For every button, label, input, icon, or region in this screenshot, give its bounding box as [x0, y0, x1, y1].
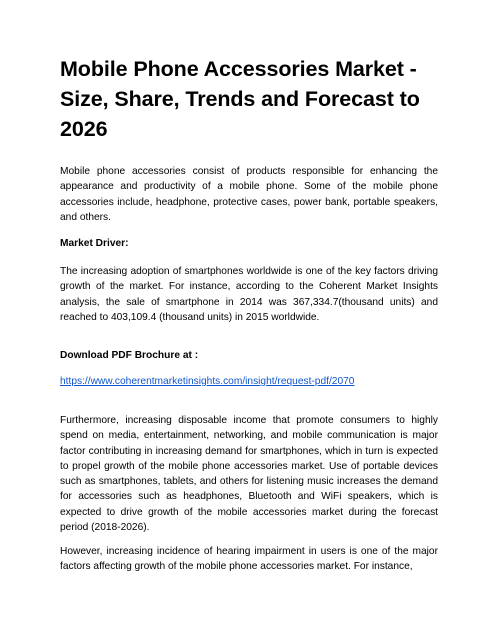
market-driver-heading: Market Driver:: [60, 238, 129, 249]
intro-paragraph: Mobile phone accessories consist of products responsible for enhancing the appearance and productivity of a mobile phone. Some of the mobile phone accessories include, headphone, protective cases, power bank, portable speakers, and others.: [60, 166, 438, 223]
document-title: Mobile Phone Accessories Market - Size, Share, Trends and Forecast to 2026: [60, 57, 420, 141]
furthermore-paragraph: Furthermore, increasing disposable income that promote consumers to highly spend on media, entertainment, networking, and mobile communication is major factor contributing in increasing demand for smartphones, which in turn is expected to propel growth of the mobile phone accessories market. Use of portable devices such as smartphones, tablets, and others for listening music increases the demand for accessories such as headphones, Bluetooth and WiFi speakers, which is expected to drive growth of the mobile accessories market during the forecast period (2018-2026).: [60, 415, 438, 534]
market-driver-paragraph: The increasing adoption of smartphones worldwide is one of the key factors driving growth of the market. For instance, according to the Coherent Market Insights analysis, the sale of smartphone in 2014 was 367,334.7(thousand units) and reached to 403,109.4 (thousand units) in 2015 worldwide.: [60, 266, 438, 323]
brochure-link[interactable]: https://www.coherentmarketinsights.com/insight/request-pdf/2070: [60, 376, 355, 387]
however-paragraph: However, increasing incidence of hearing impairment in users is one of the major factors affecting growth of the mobile phone accessories market. For instance,: [60, 546, 438, 573]
brochure-heading: Download PDF Brochure at :: [60, 350, 199, 361]
